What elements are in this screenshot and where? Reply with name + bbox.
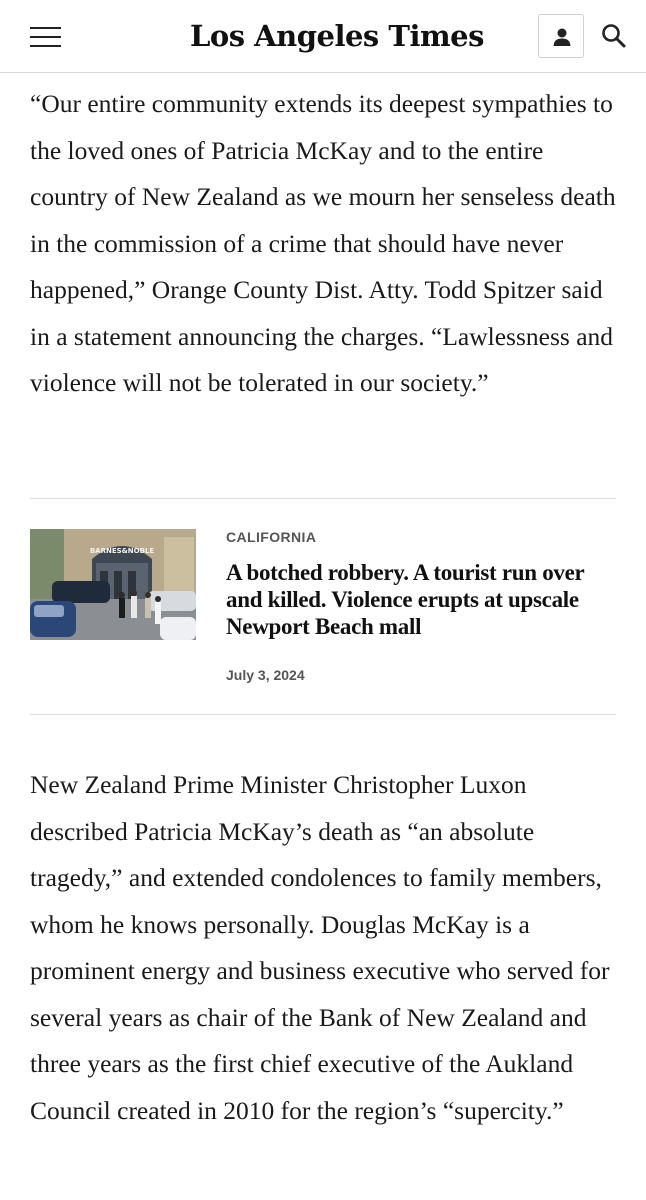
divider <box>30 714 616 715</box>
article-paragraph: New Zealand Prime Minister Christopher Luxon described Patricia McKay’s death as “an absolute tragedy,” and extended condolences to family members, whom he knows personally. Douglas McKay is a prominent energy and business executive who served for several years as chair of the Bank of New Zealand and three years as the first chief executive of the Aukland Council created in 2010 for the region’s “supercity.” <box>30 770 610 1125</box>
related-article-date: July 3, 2024 <box>226 667 305 683</box>
search-button[interactable] <box>600 22 628 50</box>
related-article-thumbnail[interactable] <box>30 529 196 640</box>
store-sign: BARNES&NOBLE <box>89 547 155 555</box>
related-article-card[interactable] <box>30 529 616 689</box>
site-header <box>0 0 646 73</box>
section-label[interactable]: CALIFORNIA <box>226 529 317 545</box>
divider <box>30 498 616 499</box>
article-paragraph: “Our entire community extends its deepest sympathies to the loved ones of Patricia McKay and to the entire country of New Zealand as we mourn her senseless death in the commission of a crime that should have never happened,” Orange County Dist. Atty. Todd Spitzer said in a statement announcing the charges. “Lawlessness and violence will not be tolerated in our society.” <box>30 89 616 397</box>
person-icon <box>552 27 572 47</box>
menu-bar <box>30 27 61 29</box>
hamburger-menu-icon[interactable] <box>30 24 62 50</box>
menu-bar <box>30 36 61 38</box>
search-icon <box>600 22 628 50</box>
menu-bar <box>30 45 61 47</box>
masthead-logo[interactable]: Los Angeles Times <box>190 19 484 53</box>
account-button[interactable] <box>538 14 584 58</box>
related-article-title[interactable]: A botched robbery. A tourist run over and killed. Violence erupts at upscale Newport Beach mall <box>226 560 584 639</box>
